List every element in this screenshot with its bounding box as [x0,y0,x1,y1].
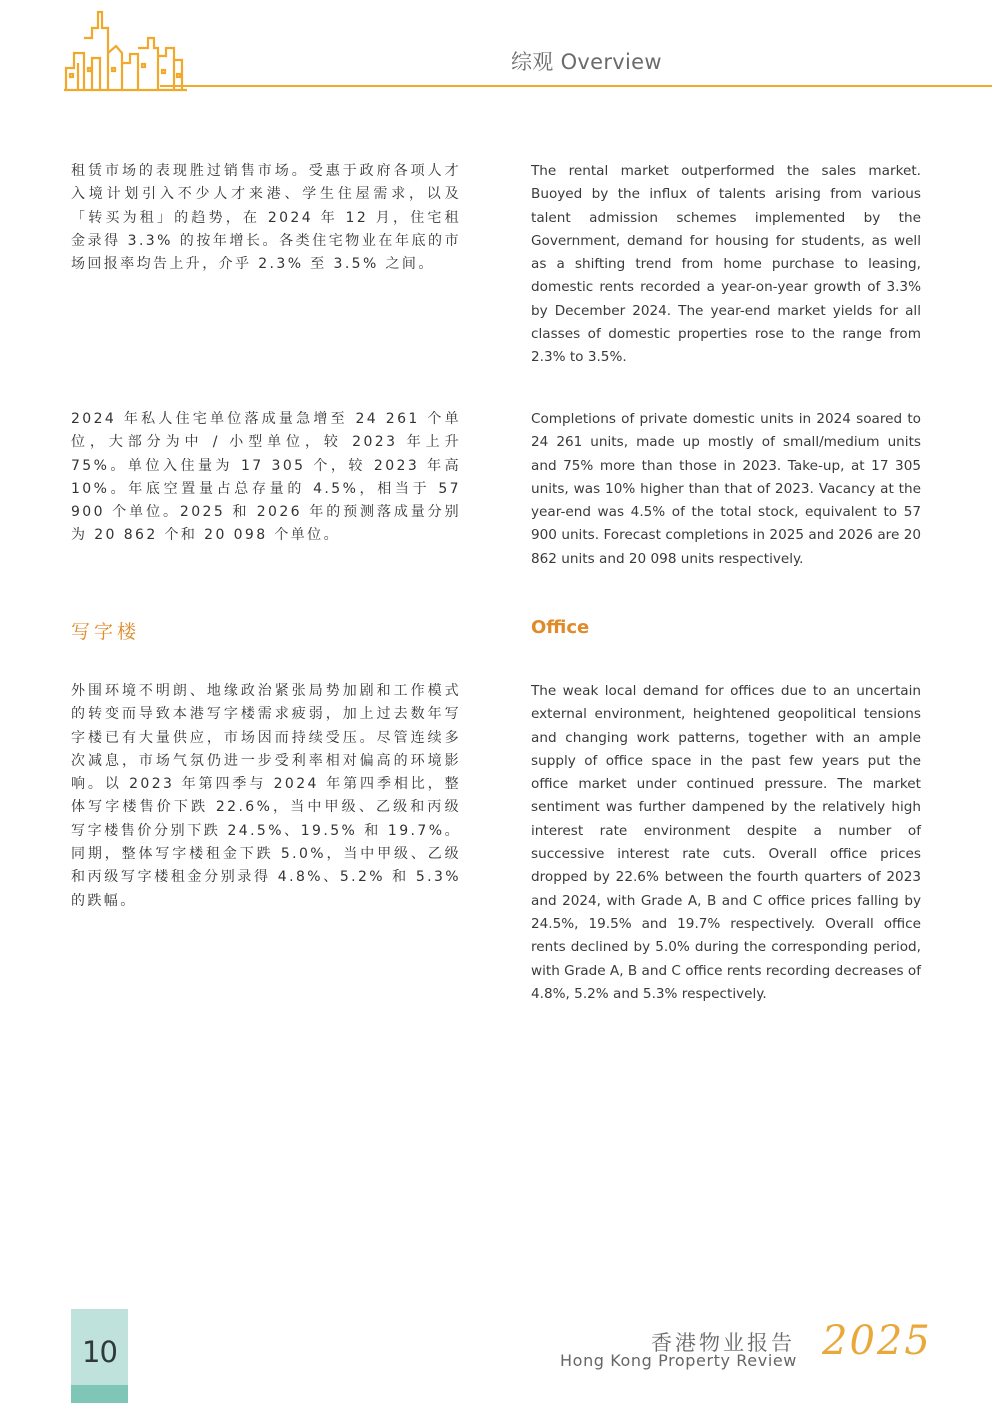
completions-text-zh: 2024 年私人住宅单位落成量急增至 24 261 个单位，大部分为中 / 小型单位，较 2023 年上升 75%。单位入住量为 17 305 个，较 2023 年高 10%。年底空置量占总存量的 4.5%，相当于 57 900 个单位。2025 和 2026 年的预测落成量分别为 20 862 个和 20 098 个单位。 [71,411,461,544]
completions-text-en: Completions of private domestic units in 2024 soared to 24 261 units, made up mostly of small/medium units and 75% more than those in 2023. Take-up, at 17 305 units, was 10% higher than that of 2023. Vacancy at the year-end was 4.5% of the total stock, equivalent to 57 900 units. Forecast completions in 2025 and 2026 are 20 862 units and 20 098 units respectively. [531,411,921,567]
office-heading-en: Office [531,617,590,638]
footer-year: 2025 [822,1318,932,1364]
office-heading-zh: 写字楼 [71,621,141,643]
completions-paragraph-zh [71,408,461,548]
office-paragraph-zh [71,680,461,913]
footer-title-en: Hong Kong Property Review [560,1351,797,1370]
rental-paragraph-en [531,160,921,370]
page-tab-accent [71,1385,128,1403]
completions-paragraph-en [531,408,921,571]
header-rule [160,85,992,87]
rental-text-zh: 租赁市场的表现胜过销售市场。受惠于政府各项人才入境计划引入不少人才来港、学生住屋需求，以及「转买为租」的趋势，在 2024 年 12 月，住宅租金录得 3.3% 的按年增长。各类住宅物业在年底的市场回报率均告上升，介乎 2.3% 至 3.5% 之间。 [71,163,461,273]
section-title: 综观 Overview [511,50,662,74]
city-skyline-icon [62,8,187,93]
rental-text-en: The rental market outperformed the sales market. Buoyed by the influx of talents arising from various talent admission schemes implemented by the Government, demand for housing for students, as well as a shifting trend from home purchase to leasing, domestic rents recorded a year-on-year growth of 3.3% by December 2024. The year-end market yields for all classes of domestic properties rose to the range from 2.3% to 3.5%. [531,163,921,366]
page-number-tab [71,1309,128,1403]
office-text-zh: 外围环境不明朗、地缘政治紧张局势加剧和工作模式的转变而导致本港写字楼需求疲弱，加上过去数年写字楼已有大量供应，市场因而持续受压。尽管连续多次减息，市场气氛仍进一步受利率相对偏高的环境影响。以 2023 年第四季与 2024 年第四季相比，整体写字楼售价下跌 22.6%，当中甲级、乙级和丙级写字楼售价分别下跌 24.5%、19.5% 和 19.7%。同期，整体写字楼租金下跌 5.0%，当中甲级、乙级和丙级写字楼租金分别录得 4.8%、5.2% 和 5.3% 的跌幅。 [71,683,461,909]
footer-title-zh: 香港物业报告 [651,1331,795,1355]
office-text-en: The weak local demand for offices due to an uncertain external environment, heightened geopolitical tensions and changing work patterns, together with an ample supply of office space in the past few years put the office market under continued pressure. The market sentiment was further dampened by the relatively high interest rate environment despite a number of successive interest rate cuts. Overall office prices dropped by 22.6% between the fourth quarters of 2023 and 2024, with Grade A, B and C office prices falling by 24.5%, 19.5% and 19.7% respectively. Overall office rents declined by 5.0% during the corresponding period, with Grade A, B and C office rents recording decreases of 4.8%, 5.2% and 5.3% respectively. [531,683,922,1002]
rental-paragraph-zh [71,160,461,276]
office-paragraph-en [531,680,921,1006]
page-number: 10 [82,1335,117,1369]
